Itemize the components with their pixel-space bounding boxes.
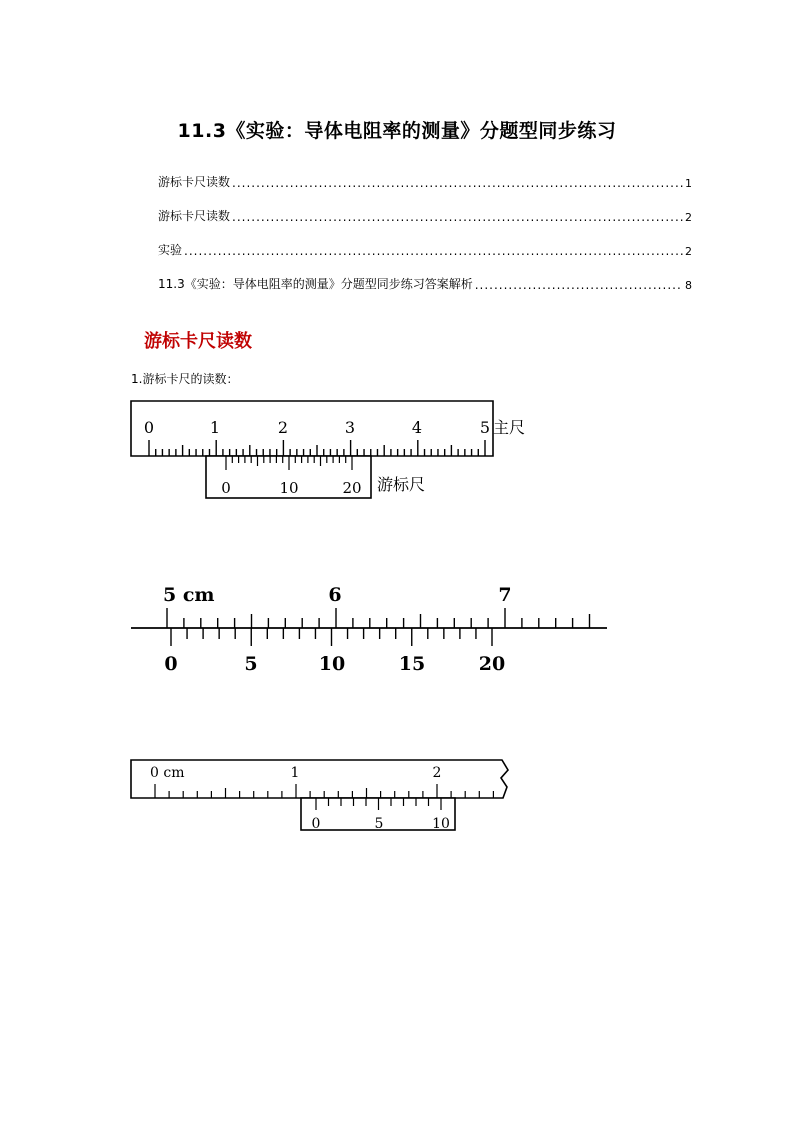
caliper-2-vernier-label: 20 xyxy=(478,653,506,675)
caliper-1-main-label: 0 xyxy=(143,418,155,437)
toc-entry-text: 游标卡尺读数 xyxy=(158,209,231,223)
caliper-2-main-ticks xyxy=(167,608,590,628)
caliper-2-vernier-label: 10 xyxy=(318,653,346,675)
caliper-1-vernier-label: 0 xyxy=(221,479,231,497)
caliper-1-main-label: 1 xyxy=(209,418,221,437)
caliper-1-vernier-label: 10 xyxy=(279,479,299,497)
caliper-3-vernier-label: 10 xyxy=(432,816,450,832)
toc-entry-page: 2 xyxy=(685,245,692,258)
caliper-1-main-label: 3 xyxy=(344,418,356,437)
caliper-2 xyxy=(131,608,607,646)
toc-entry-text: 游标卡尺读数 xyxy=(158,175,231,189)
section-heading: 游标卡尺读数 xyxy=(144,331,252,352)
caliper-3-vernier-label: 5 xyxy=(374,816,384,832)
caliper-1-main-label: 5 xyxy=(479,418,491,437)
caliper-2-vernier-label: 0 xyxy=(164,653,178,675)
caliper-2-vernier-ticks xyxy=(171,628,492,646)
caliper-3-main-label: 0 cm xyxy=(150,765,185,781)
caliper-3-main-label: 1 xyxy=(290,765,300,781)
caliper-2-vernier-label: 15 xyxy=(398,653,426,675)
toc-entry-text: 11.3《实验：导体电阻率的测量》分题型同步练习答案解析 xyxy=(158,277,473,291)
toc-entry-page: 2 xyxy=(685,211,692,224)
caliper-1-vernier-scale-name: 游标尺 xyxy=(377,475,426,494)
toc-entry-page: 8 xyxy=(685,279,692,292)
caliper-2-main-label: 6 xyxy=(328,584,342,606)
caliper-1-vernier-label: 20 xyxy=(342,479,362,497)
caliper-3-main-ticks xyxy=(155,784,493,798)
caliper-3-main-label: 2 xyxy=(432,765,442,781)
document-title: 11.3《实验：导体电阻率的测量》分题型同步练习 xyxy=(177,120,617,142)
caliper-1 xyxy=(131,401,493,498)
caliper-2-main-label: 5 cm xyxy=(163,584,215,606)
toc-entry-text: 实验 xyxy=(158,243,183,257)
toc-entry-page: 1 xyxy=(685,177,692,190)
caliper-1-main-label: 4 xyxy=(411,418,423,437)
caliper-3-vernier-label: 0 xyxy=(311,816,321,832)
caliper-2-main-label: 7 xyxy=(498,584,512,606)
caliper-1-main-ticks xyxy=(149,440,485,456)
caliper-1-main-scale-outline xyxy=(131,401,493,456)
caliper-1-main-scale-name: 主尺 xyxy=(493,418,526,437)
question-1-text: 1.游标卡尺的读数： xyxy=(131,372,239,386)
caliper-1-main-label: 2 xyxy=(277,418,289,437)
caliper-2-vernier-label: 5 xyxy=(244,653,258,675)
